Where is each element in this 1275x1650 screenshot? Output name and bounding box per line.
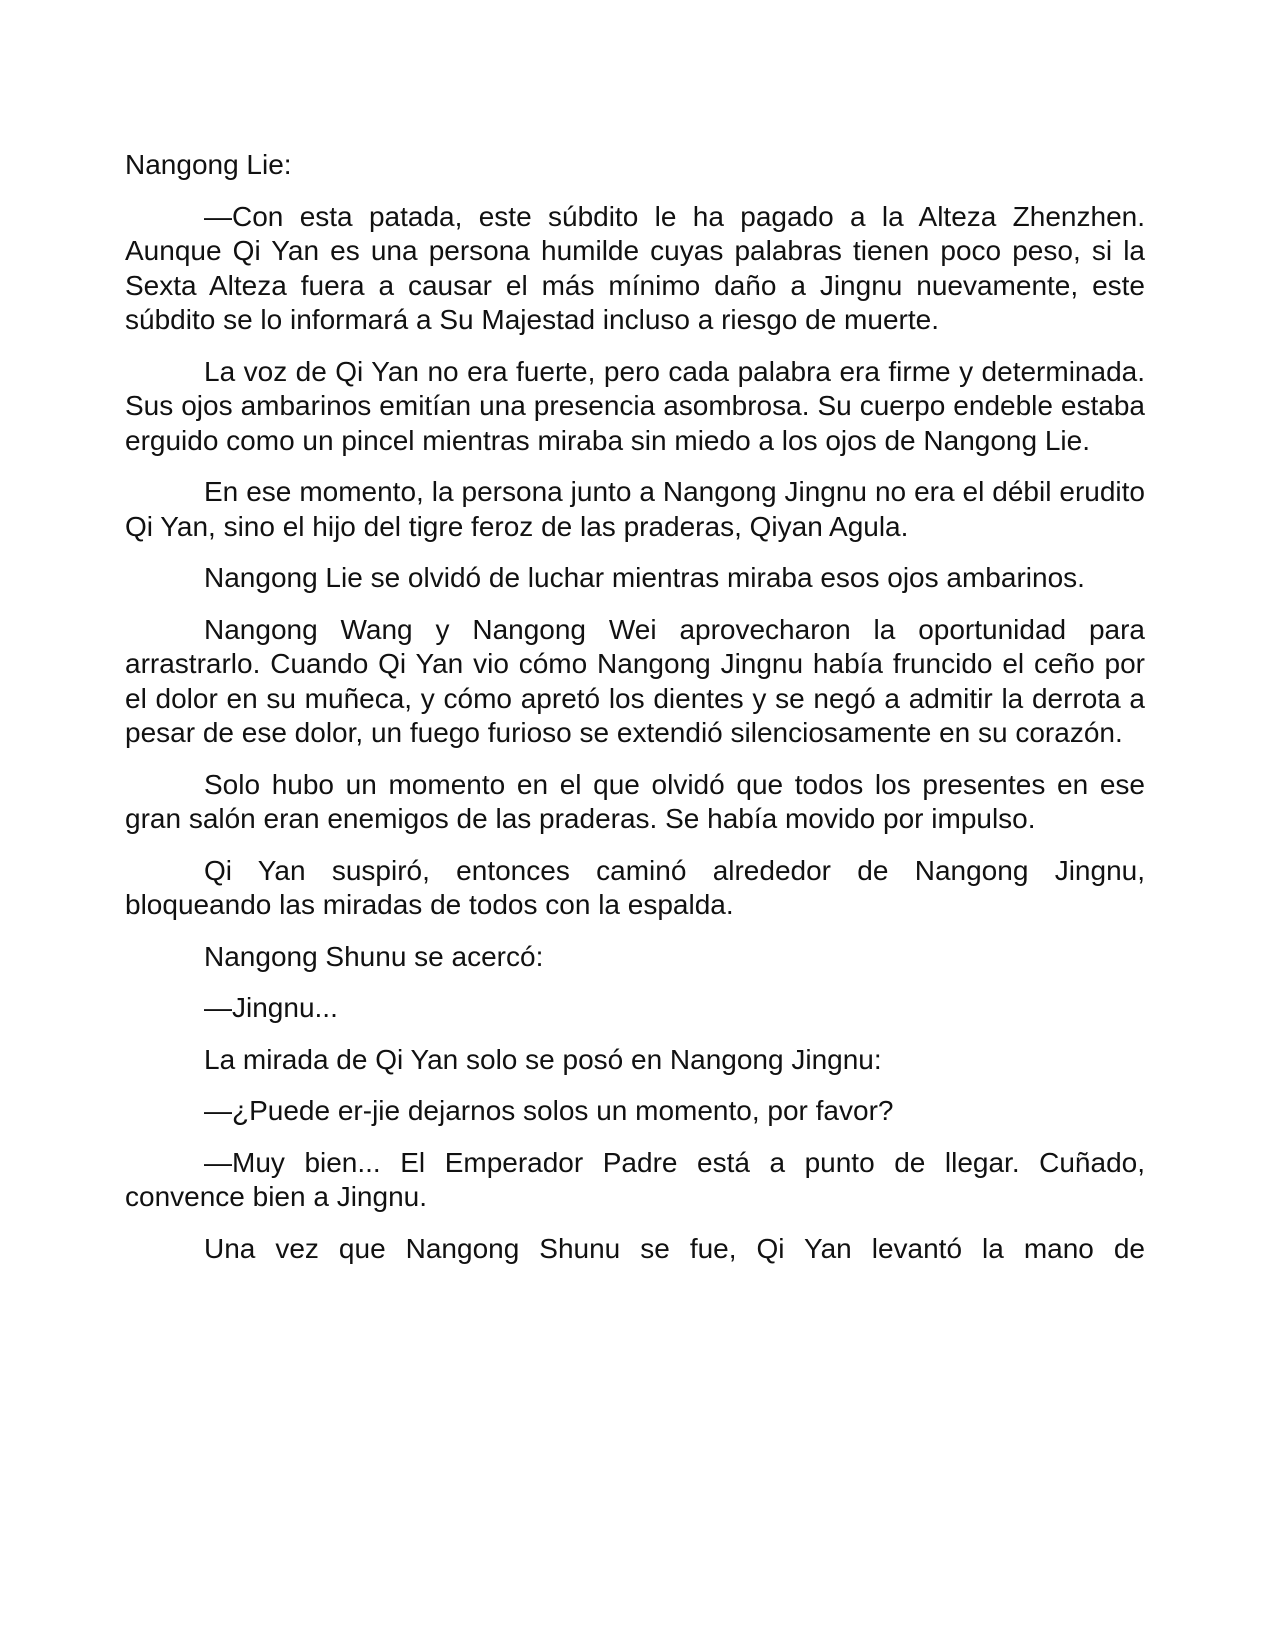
paragraph: Nangong Shunu se acercó: bbox=[204, 940, 544, 972]
paragraph: Nangong Wang y Nangong Wei aprovecharon la oportunidad para arrastrarlo. Cuando Qi Yan vio cómo Nangong Jingnu había fruncido el ceño por el dolor en su muñeca, y cómo apretó los dientes y se negó a admitir la derrota a pesar de ese dolor, un fuego furioso se extendió silenciosamente en su corazón. bbox=[125, 613, 1145, 748]
paragraph: Qi Yan suspiró, entonces caminó alrededor de Nangong Jingnu, bloqueando las miradas de todos con la espalda. bbox=[125, 854, 1145, 920]
paragraph-continued: Una vez que Nangong Shunu se fue, Qi Yan levantó la mano de bbox=[204, 1232, 1145, 1264]
paragraph: Solo hubo un momento en el que olvidó que todos los presentes en ese gran salón eran enemigos de las praderas. Se había movido por impulso. bbox=[125, 768, 1145, 834]
paragraph: La mirada de Qi Yan solo se posó en Nangong Jingnu: bbox=[204, 1043, 882, 1075]
paragraph: —¿Puede er-jie dejarnos solos un momento, por favor? bbox=[204, 1095, 894, 1126]
speaker-line: Nangong Lie: bbox=[125, 149, 292, 180]
paragraph: —Jingnu... bbox=[204, 992, 338, 1023]
paragraph: La voz de Qi Yan no era fuerte, pero cada palabra era firme y determinada. Sus ojos ambarinos emitían una presencia asombrosa. Su cuerpo endeble estaba erguido como un pincel mientras miraba sin miedo a los ojos de Nangong Lie. bbox=[125, 355, 1145, 456]
text-body bbox=[125, 148, 1145, 1283]
paragraph: —Muy bien... El Emperador Padre está a punto de llegar. Cuñado, convence bien a Jingnu. bbox=[125, 1146, 1145, 1212]
paragraph: En ese momento, la persona junto a Nangong Jingnu no era el débil erudito Qi Yan, sino el hijo del tigre feroz de las praderas, Qiyan Agula. bbox=[125, 476, 1145, 542]
paragraph: Nangong Lie se olvidó de luchar mientras miraba esos ojos ambarinos. bbox=[204, 562, 1085, 593]
paragraph: —Con esta patada, este súbdito le ha pagado a la Alteza Zhenzhen. Aunque Qi Yan es una persona humilde cuyas palabras tienen poco peso, si la Sexta Alteza fuera a causar el más mínimo daño a Jingnu nuevamente, este súbdito se lo informará a Su Majestad incluso a riesgo de muerte. bbox=[125, 200, 1145, 335]
